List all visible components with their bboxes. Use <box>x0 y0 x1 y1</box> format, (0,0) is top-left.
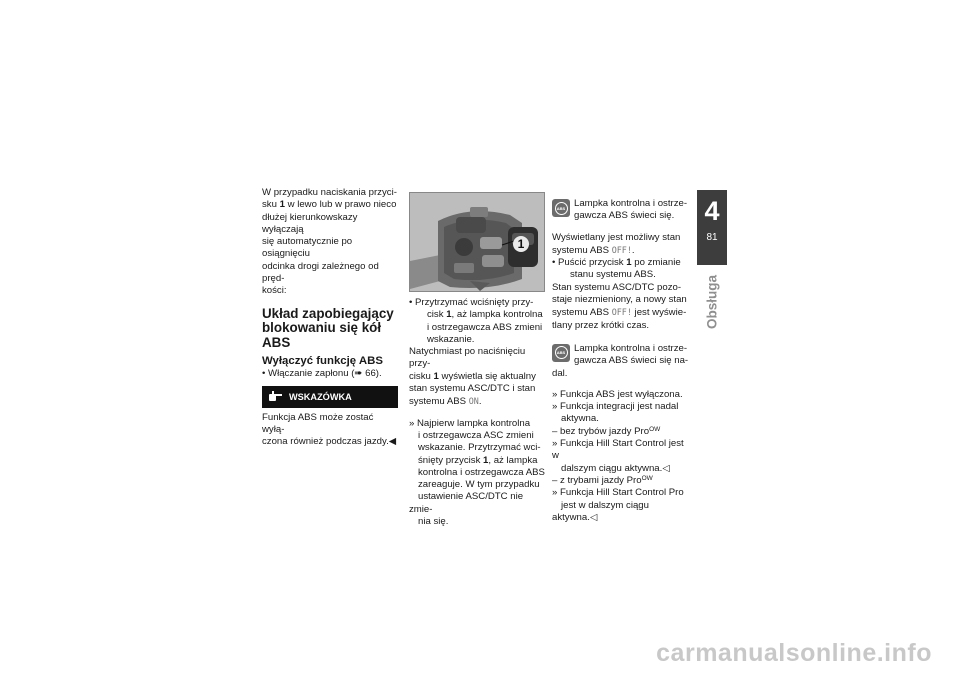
text: Stan systemu ASC/DTC pozo- <box>552 281 682 293</box>
text: . <box>478 396 482 408</box>
heading-line: blokowaniu się kół ABS <box>262 320 382 350</box>
text: Wyświetlany jest możliwy stan <box>552 231 681 243</box>
text: sku <box>262 199 280 211</box>
text: gawcza ABS świeci się. <box>574 210 675 222</box>
text: , aż lampka <box>488 454 538 466</box>
handlebar-switch-photo <box>409 192 545 292</box>
text: jest w dalszym ciągu aktywna.◁ <box>552 499 649 523</box>
display-value: ON <box>468 396 479 407</box>
text: wskazanie. Przytrzymać wci- <box>418 442 541 454</box>
subsection-heading: Wyłączyć funkcję ABS <box>262 355 383 368</box>
section-heading <box>262 307 398 351</box>
text: i ostrzegawcza ABS zmieni <box>427 321 543 333</box>
text: Lampka kontrolna i ostrze- <box>574 198 688 209</box>
pointing-hand-icon <box>269 391 282 402</box>
abs-warning-lamp-icon <box>552 344 570 362</box>
note-text <box>262 412 398 449</box>
text: gawcza ABS świeci się na- <box>574 355 689 367</box>
text: , aż lampka kontrolna <box>451 309 543 321</box>
text: dłużej kierunkowskazy wyłączają <box>262 211 358 235</box>
lamp-icon-text: ABS <box>555 346 568 359</box>
abs-warning-lamp-icon <box>552 199 570 217</box>
text: systemu ABS <box>552 307 612 319</box>
text: stan systemu ASC/DTC i stan <box>409 383 536 395</box>
text: cisku <box>409 370 434 382</box>
text: • Przytrzymać wciśnięty przy- <box>409 297 534 308</box>
abs-lamp-still-on-block <box>552 343 692 380</box>
page-number: 81 <box>706 232 718 243</box>
text: W przypadku naciskania przyci- <box>262 187 397 198</box>
column-right <box>552 196 692 524</box>
button-ref: 1 <box>483 454 489 466</box>
text: wyświetla się aktualny <box>438 370 536 382</box>
state-unchanged-paragraph <box>552 282 692 332</box>
heading-line: Układ zapobiegający <box>262 305 394 321</box>
text: • Puścić przycisk <box>552 257 627 269</box>
column-middle <box>409 192 545 528</box>
text: się automatycznie po osiągnięciu <box>262 236 353 260</box>
display-value: OFF! <box>611 244 632 255</box>
text: » Funkcja Hill Start Control jest w <box>552 438 684 462</box>
text: systemu ABS <box>409 396 469 408</box>
text: czona również podczas jazdy.◀ <box>262 436 397 448</box>
abs-lamp-on-block <box>552 198 692 223</box>
text: Funkcja ABS może zostać wyłą- <box>262 411 374 436</box>
text: – z trybami jazdy Pro <box>552 474 642 486</box>
text: dalszym ciągu aktywna.◁ <box>561 462 670 474</box>
hold-button-step <box>409 297 545 346</box>
release-button-step <box>552 257 692 282</box>
section-title-vertical: Obsługa <box>704 274 720 330</box>
text: staje niezmieniony, a nowy stan <box>552 294 687 306</box>
option-marker: OW <box>649 425 661 433</box>
text: Natychmiast po naciśnięciu przy- <box>409 346 526 370</box>
option-marker: OW <box>641 474 653 482</box>
watermark: carmanualsonline.info <box>656 639 932 667</box>
intro-paragraph <box>262 187 398 298</box>
text: po zmianie <box>631 257 681 269</box>
text: » Funkcja Hill Start Control Pro <box>552 487 684 499</box>
after-press-paragraph <box>409 346 545 408</box>
text: » Funkcja ABS jest wyłączona. <box>552 388 683 400</box>
text: aktywna. <box>561 413 599 425</box>
note-banner <box>262 386 398 408</box>
text: zareaguje. W tym przypadku <box>418 479 540 491</box>
text: tlany przez krótki czas. <box>552 319 650 331</box>
text: wskazanie. <box>427 333 475 345</box>
text: . <box>631 244 635 256</box>
note-label: WSKAZÓWKA <box>289 391 352 402</box>
column-left <box>262 187 398 449</box>
first-result <box>409 418 545 529</box>
text: systemu ABS <box>552 244 612 256</box>
results-list <box>552 389 692 524</box>
text: nia się. <box>418 516 449 528</box>
text: » Najpierw lampka kontrolna <box>409 417 531 429</box>
ignition-bullet: • Włączanie zapłonu (➠ 66). <box>262 368 382 380</box>
text: – bez trybów jazdy Pro <box>552 425 650 437</box>
lamp-icon-text: ABS <box>555 202 568 215</box>
text: i ostrzegawcza ASC zmieni <box>418 429 534 441</box>
text: kości: <box>262 285 287 297</box>
text: odcinka drogi zależnego od pręd- <box>262 260 379 285</box>
text: » Funkcja integracji jest nadal <box>552 401 679 413</box>
button-ref: 1 <box>433 370 439 382</box>
text: w lewo lub w prawo nieco <box>284 199 397 211</box>
text: stanu systemu ABS. <box>570 269 656 281</box>
display-value: OFF! <box>611 307 632 318</box>
text: śnięty przycisk <box>418 454 484 466</box>
text: cisk <box>427 309 447 321</box>
text: Lampka kontrolna i ostrze- <box>574 342 688 354</box>
chapter-number: 4 <box>704 196 720 226</box>
button-ref: 1 <box>626 257 632 269</box>
possible-state-paragraph <box>552 232 692 258</box>
text: kontrolna i ostrzegawcza ABS <box>418 466 545 478</box>
text: ustawienie ASC/DTC nie zmie- <box>409 491 524 515</box>
button-ref: 1 <box>446 309 452 321</box>
button-ref: 1 <box>279 199 285 211</box>
text: jest wyświe- <box>631 307 687 319</box>
chapter-tab <box>697 190 727 265</box>
text: dal. <box>552 367 568 379</box>
callout-number: 1 <box>513 236 529 252</box>
